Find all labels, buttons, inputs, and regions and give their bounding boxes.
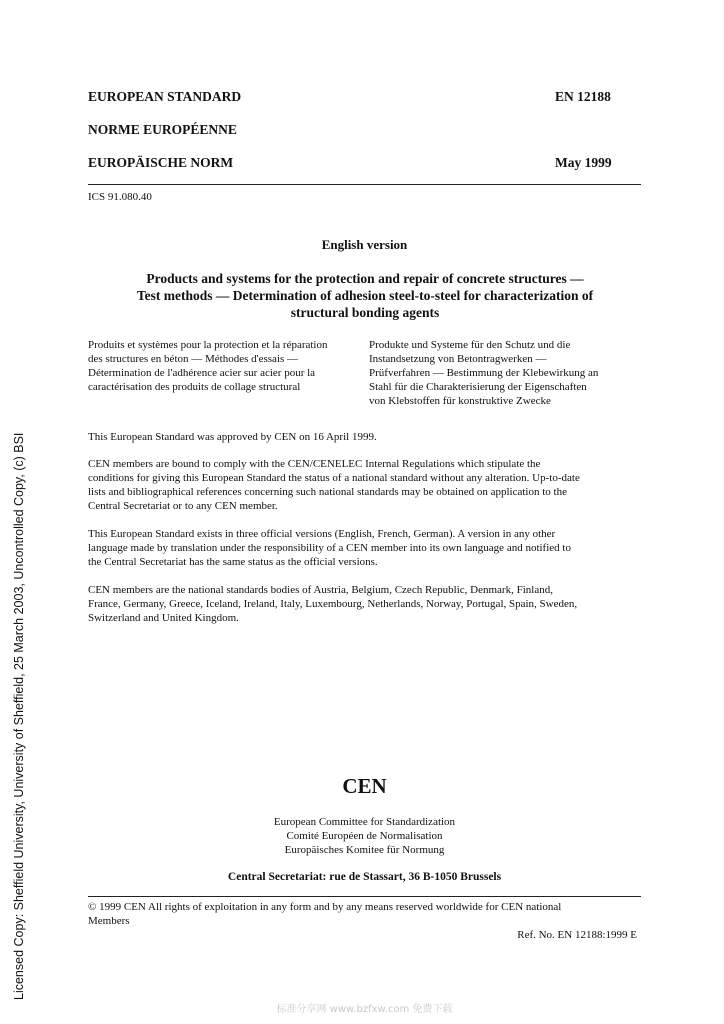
paragraph-members (88, 583, 638, 625)
copyright-line: © 1999 CEN All rights of exploitation in any form and by any means reserved worldwide for CEN national (88, 901, 562, 913)
standard-label-en: EUROPEAN STANDARD (88, 89, 242, 104)
paragraph-line: France, Germany, Greece, Iceland, Ireland, Italy, Luxembourg, Netherlands, Norway, Portugal, Spain, Sweden, (88, 598, 578, 610)
copyright-line: Members (88, 915, 130, 927)
paragraph-compliance (88, 457, 638, 513)
cen-names (88, 815, 641, 857)
publication-date: May 1999 (555, 155, 612, 170)
title-german-line: Instandsetzung von Betontragwerken — (369, 353, 547, 365)
watermark-text: 标准分享网 www.bzfxw.com 免费下载 (276, 1004, 453, 1015)
cen-name-en: European Committee for Standardization (273, 816, 456, 828)
approval-statement: This European Standard was approved by CEN on 16 April 1999. (88, 431, 377, 443)
title-line-1: Products and systems for the protection and repair of concrete structures — (146, 271, 584, 286)
version-label: English version (321, 237, 408, 252)
document-title (80, 270, 650, 321)
title-french-line: des structures en béton — Méthodes d'essais — (88, 353, 299, 365)
title-french (88, 338, 358, 394)
paragraph-line: Central Secretariat or to any CEN member. (88, 500, 278, 512)
paragraph-line: the Central Secretariat has the same status as the official versions. (88, 556, 378, 568)
cen-logo-text: CEN (342, 774, 387, 798)
license-side-text: Licensed Copy: Sheffield University, University of Sheffield, 25 March 2003, Uncontrolled Copy, (c) BSI (12, 432, 26, 1000)
title-french-line: Produits et systèmes pour la protection et la réparation (88, 339, 328, 351)
title-french-line: Détermination de l'adhérence acier sur acier pour la (88, 367, 316, 379)
copyright-notice (88, 900, 641, 928)
paragraph-versions (88, 527, 638, 569)
standard-label-de: EUROPÄISCHE NORM (88, 155, 234, 170)
title-german-line: Produkte und Systeme für den Schutz und die (369, 339, 571, 351)
paragraph-line: CEN members are bound to comply with the CEN/CENELEC Internal Regulations which stipulate the (88, 458, 541, 470)
paragraph-line: lists and bibliographical references concerning such national standards may be obtained on application to the (88, 486, 567, 498)
ics-code: ICS 91.080.40 (88, 191, 152, 203)
standard-number: EN 12188 (555, 89, 611, 104)
reference-number: Ref. No. EN 12188:1999 E (517, 929, 637, 941)
standard-label-fr: NORME EUROPÉENNE (88, 122, 237, 137)
title-german-line: Prüfverfahren — Bestimmung der Klebewirkung an (369, 367, 599, 379)
paragraph-line: conditions for giving this European Standard the status of a national standard without any alteration. Up-to-date (88, 472, 580, 484)
central-secretariat: Central Secretariat: rue de Stassart, 36 B-1050 Brussels (227, 871, 502, 883)
cen-name-de: Europäisches Komitee für Normung (284, 844, 445, 856)
paragraph-line: language made by translation under the responsibility of a CEN member into its own language and notified to (88, 542, 571, 554)
title-german (369, 338, 644, 408)
cen-name-fr: Comité Européen de Normalisation (286, 830, 443, 842)
title-german-line: Stahl für die Charakterisierung der Eigenschaften (369, 381, 587, 393)
paragraph-line: This European Standard exists in three official versions (English, French, German). A version in any other (88, 528, 556, 540)
paragraph-line: CEN members are the national standards bodies of Austria, Belgium, Czech Republic, Denmark, Finland, (88, 584, 553, 596)
paragraph-line: Switzerland and United Kingdom. (88, 612, 239, 624)
title-line-2: Test methods — Determination of adhesion steel-to-steel for characterization of (136, 288, 594, 303)
title-line-3: structural bonding agents (290, 305, 440, 320)
title-french-line: caractérisation des produits de collage structural (88, 381, 301, 393)
footer-divider (88, 896, 641, 897)
header-divider (88, 184, 641, 185)
title-german-line: von Klebstoffen für konstruktive Zwecke (369, 395, 551, 407)
